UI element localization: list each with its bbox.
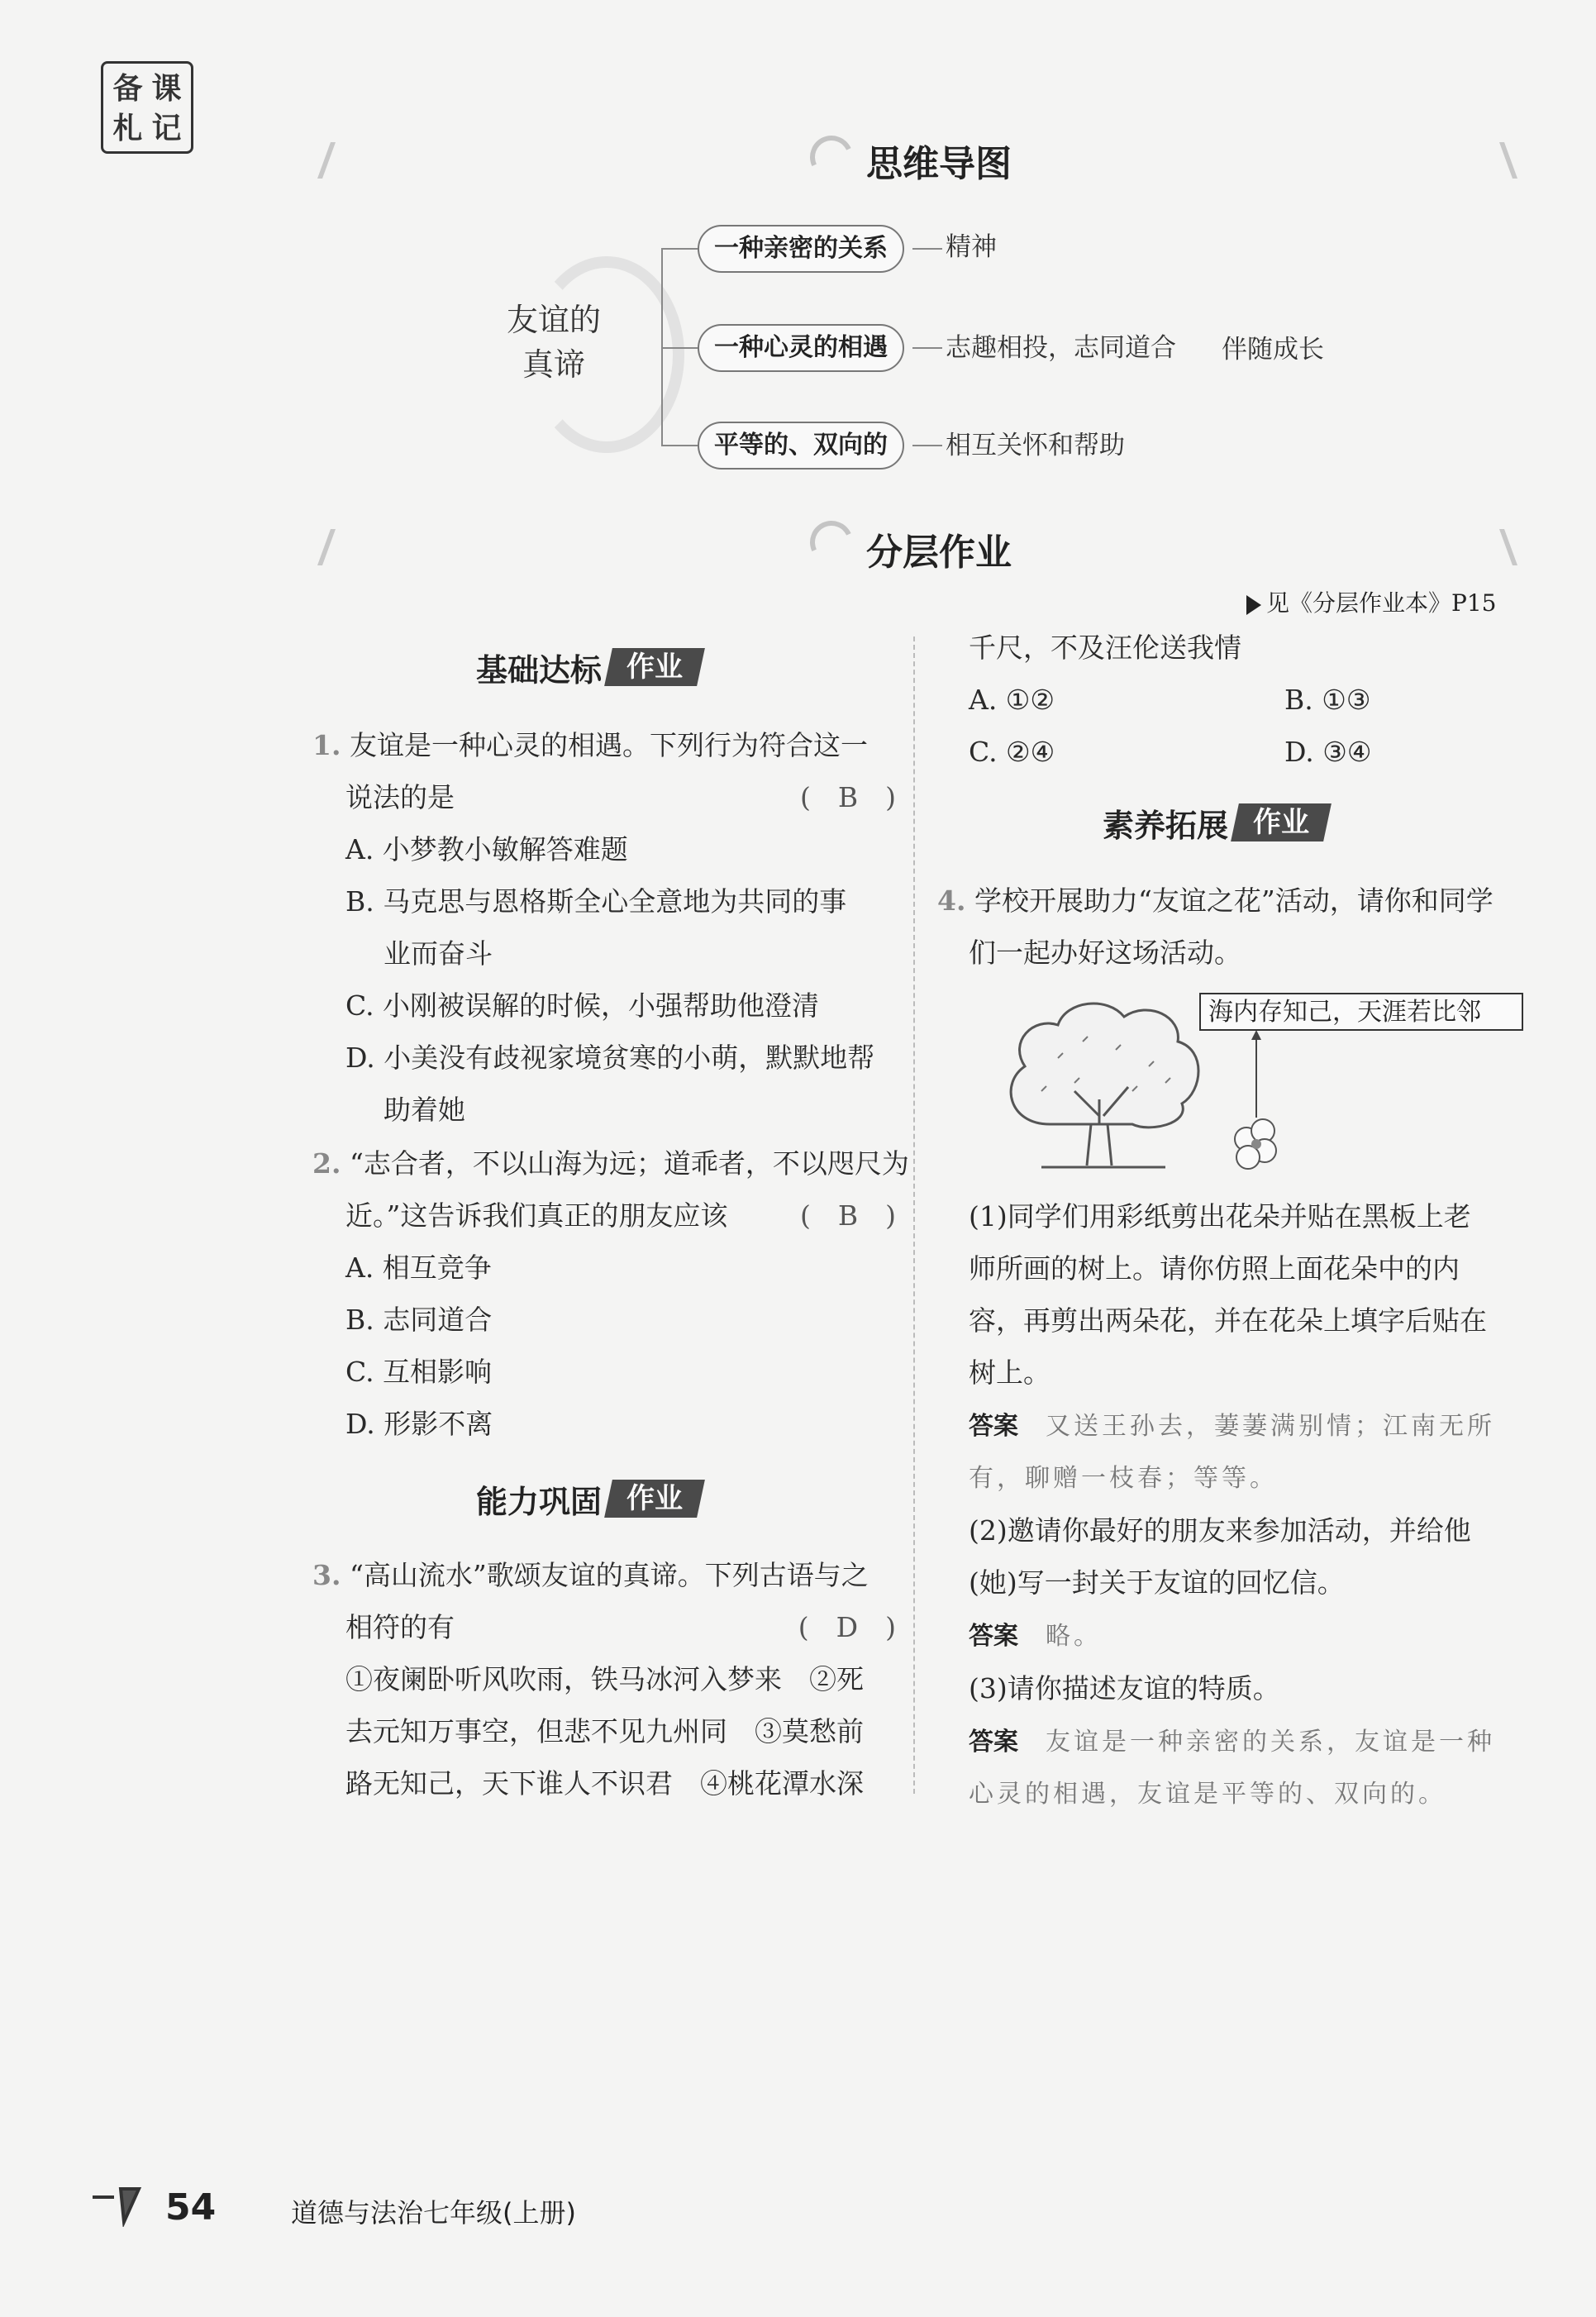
footer-logo-icon [89,2186,147,2227]
question-3 [312,1549,896,1809]
question-4-parts [969,1190,1527,1820]
homework-tag [604,1480,705,1518]
section-swirl-icon [804,515,860,570]
option: D. 形影不离 [345,1408,493,1440]
answer-label: 答案 [969,1728,1018,1757]
tag-text: 作业 [1253,806,1310,839]
mind-map-detail: 精神 [946,232,997,262]
homework-tag [1231,803,1332,841]
stamp-char: 课 [151,71,182,106]
question-2 [312,1137,909,1450]
question-text: 相符的有 [345,1611,455,1643]
homework-title: 分层作业 [866,532,1012,574]
homework-tag [604,648,705,686]
section-label: 素养拓展 [1103,807,1229,844]
question-3-continued [969,622,1522,778]
section-label: 基础达标 [476,651,603,689]
option: A. ①② [969,684,1055,716]
mind-map-center-line: 友谊的 [506,302,601,338]
poem-line: 路无知己，天下谁人不识君 ④桃花潭水深 [345,1767,864,1800]
question-number: 3. [312,1559,341,1591]
flower-label: 海内存知己，天涯若比邻 [1208,998,1481,1027]
section-label: 能力巩固 [476,1483,603,1520]
answer-text: 友谊是一种亲密的关系，友谊是一种 [1046,1728,1495,1757]
question-text: “高山流水”歌颂友谊的真谛。下列古语与之 [349,1559,869,1591]
question-text: 说法的是 [345,781,455,813]
mind-map-center [496,298,612,387]
part-text: (2)邀请你最好的朋友来参加活动，并给他 [969,1514,1471,1547]
question-text: 近。”这告诉我们真正的朋友应该 [345,1199,728,1232]
question-number: 2. [312,1147,341,1180]
reference-note [1246,585,1496,618]
mind-map-detail: 相互关怀和帮助 [946,431,1125,460]
answer-label: 答案 [969,1622,1018,1651]
stamp-char: 记 [151,111,182,145]
column-divider [913,636,915,1794]
book-title: 道德与法治七年级(上册) [291,2197,576,2229]
question-text: 学校开展助力“友谊之花”活动，请你和同学 [974,884,1494,917]
answer-text: 有，聊赠一枝春；等等。 [969,1464,1278,1493]
option: D. ③④ [1284,736,1372,768]
flower-icon [1235,1119,1276,1169]
option: C. ②④ [969,736,1055,768]
question-text: “志合者，不以山海为远；道乖者，不以咫尺为 [349,1147,909,1180]
section-swirl-icon [804,130,860,185]
tree-illustration [984,992,1529,1182]
question-number: 1. [312,729,341,761]
connector [912,445,942,446]
option: B. 马克思与恩格斯全心全意地为共同的事 [345,885,847,918]
section-header-basic [476,646,701,688]
part-text: (3)请你描述友谊的特质。 [969,1672,1280,1704]
arrow-head-icon [1251,1030,1261,1040]
page-number: 54 [165,2186,217,2229]
part-text: 树上。 [969,1356,1051,1389]
answer-text: 略。 [1046,1622,1102,1651]
answer-label: 答案 [969,1412,1018,1441]
part-text: 师所画的树上。请你仿照上面花朵中的内 [969,1252,1460,1285]
mind-map-title: 思维导图 [866,143,1012,185]
answer-text: 心灵的相遇，友谊是平等的、双向的。 [969,1780,1446,1809]
connector [661,248,663,445]
answer-choice: ( B ) [799,781,896,813]
poem-line: 千尺，不及汪伦送我情 [969,632,1241,664]
question-text: 友谊是一种心灵的相遇。下列行为符合这一 [349,729,868,761]
section-header-literacy [1103,802,1327,843]
answer-text: 又送王孙去，萋萋满别情；江南无所 [1046,1412,1495,1441]
mind-map-detail: 志趣相投，志同道合 [946,333,1176,363]
tree-icon [1011,1004,1198,1167]
answer-letter: B [837,1199,859,1232]
option: A. 相互竞争 [345,1251,492,1284]
decor-slash [317,142,336,179]
poem-line: 去元知万事空，但悲不见九州同 ③莫愁前 [345,1715,864,1747]
option: 业而奋斗 [384,937,493,970]
decor-slash [1499,142,1517,179]
option: C. 小刚被误解的时候，小强帮助他澄清 [345,989,820,1022]
section-header-ability [476,1478,701,1519]
poem-line: ①夜阑卧听风吹雨，铁马冰河入梦来 ②死 [345,1663,864,1695]
tag-text: 作业 [626,651,684,684]
connector [661,347,698,349]
answer-choice: ( D ) [798,1611,896,1643]
mind-map-branch: 一种亲密的关系 [698,225,904,273]
option: B. 志同道合 [345,1304,493,1336]
connector [661,248,698,250]
answer-letter: B [837,781,859,813]
mind-map-branch: 平等的、双向的 [698,422,904,470]
option: C. 互相影响 [345,1356,493,1388]
mind-map-branch: 一种心灵的相遇 [698,324,904,372]
decor-slash [1499,529,1517,565]
option: D. 小美没有歧视家境贫寒的小萌，默默地帮 [345,1042,875,1074]
stamp-char: 备 [112,71,143,106]
option: A. 小梦教小敏解答难题 [345,833,628,865]
option: 助着她 [384,1094,465,1126]
corner-stamp [101,61,193,154]
reference-text: 见《分层作业本》P15 [1266,589,1497,617]
option: B. ①③ [1284,684,1371,716]
question-4 [937,875,1527,979]
connector [661,445,698,446]
mind-map-detail: 伴随成长 [1222,335,1324,365]
question-number: 4. [937,884,966,917]
question-1 [312,719,896,1136]
part-text: (她)写一封关于友谊的回忆信。 [969,1566,1345,1599]
question-text: 们一起办好这场活动。 [969,937,1241,969]
answer-letter: D [836,1611,859,1643]
part-text: (1)同学们用彩纸剪出花朵并贴在黑板上老 [969,1200,1471,1232]
part-text: 容，再剪出两朵花，并在花朵上填字后贴在 [969,1304,1487,1337]
connector [912,248,942,250]
tag-text: 作业 [626,1482,684,1515]
decor-slash [317,529,336,565]
stamp-char: 札 [112,111,143,145]
mind-map-center-line: 真谛 [522,346,585,383]
play-arrow-icon [1246,595,1261,615]
connector [912,347,942,349]
answer-choice: ( B ) [799,1199,896,1232]
